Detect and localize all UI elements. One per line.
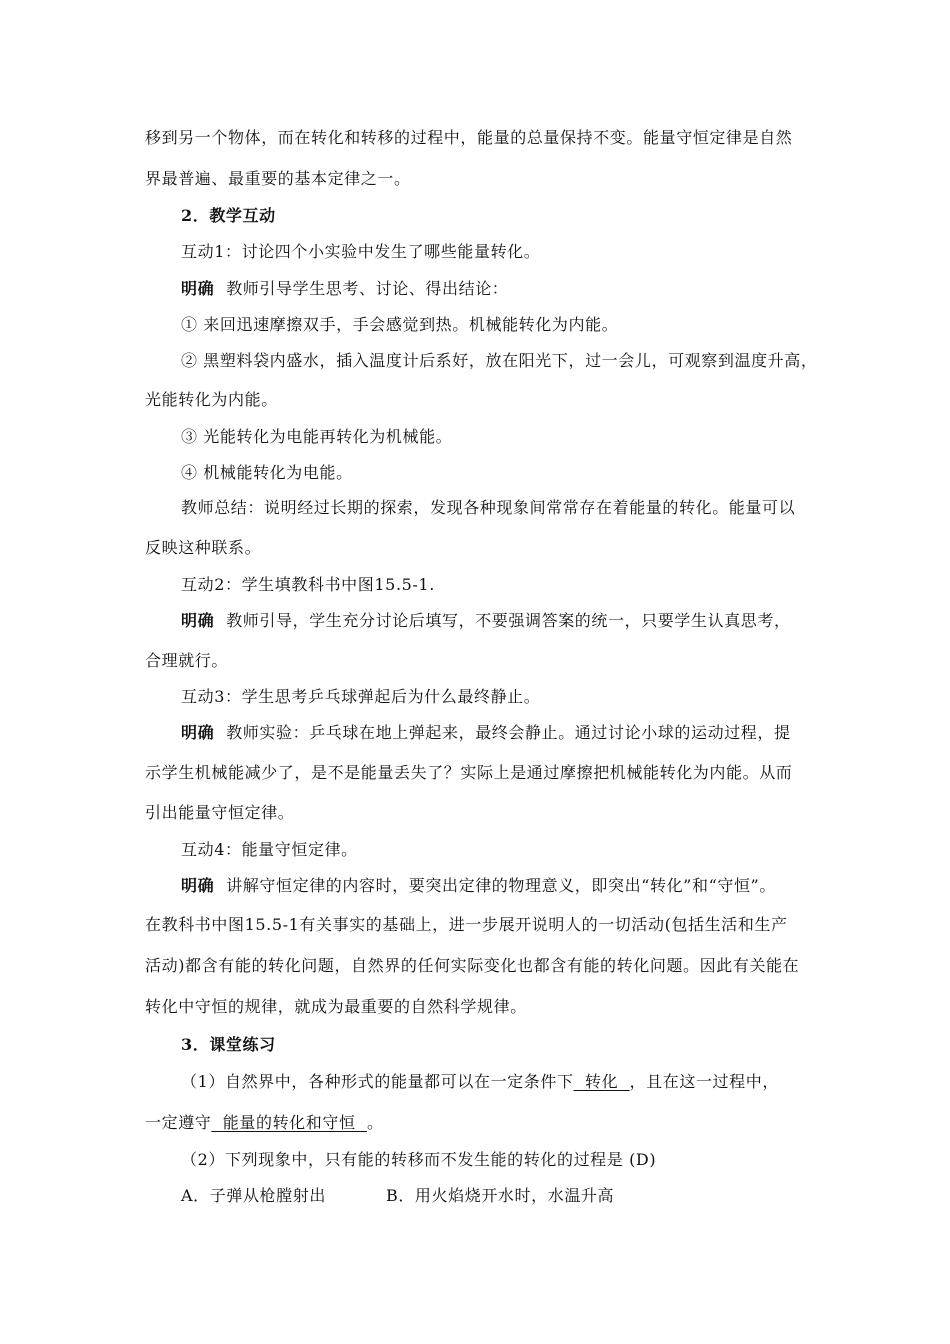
fill-blank-2: 能量的转化和守恒 bbox=[211, 1113, 367, 1132]
interaction-4-question: 互动4：能量守恒定律。 bbox=[181, 840, 358, 859]
answer-text: 讲解守恒定律的内容时，要突出定律的物理意义，即突出“转化”和“守恒”。 bbox=[226, 876, 776, 895]
interaction-3-answer-line-3: 引出能量守恒定律。 bbox=[145, 803, 295, 822]
experiment-item-3: ③ 光能转化为电能再转化为机械能。 bbox=[181, 427, 453, 446]
section-2-heading: 2．教学互动 bbox=[181, 206, 276, 225]
exercise-2-options bbox=[181, 1186, 614, 1206]
answer-text: 教师引导，学生充分讨论后填写，不要强调答案的统一，只要学生认真思考， bbox=[226, 611, 791, 630]
answer-text: 教师引导学生思考、讨论、得出结论： bbox=[226, 279, 509, 298]
experiment-item-4: ④ 机械能转化为电能。 bbox=[181, 463, 353, 482]
answer-label: 明确 bbox=[181, 876, 215, 895]
interaction-3-question: 互动3：学生思考乒乓球弹起后为什么最终静止。 bbox=[181, 687, 541, 706]
answer-text: 教师实验：乒乓球在地上弹起来，最终会静止。通过讨论小球的运动过程，提 bbox=[226, 723, 791, 742]
teacher-summary-line-2: 反映这种联系。 bbox=[145, 538, 262, 557]
experiment-item-1: ① 来回迅速摩擦双手，手会感觉到热。机械能转化为内能。 bbox=[181, 315, 619, 334]
interaction-4-answer-line-4: 转化中守恒的规律，就成为最重要的自然科学规律。 bbox=[145, 997, 527, 1016]
exercise-1-line-1 bbox=[181, 1072, 779, 1092]
exercise-2-stem: （2）下列现象中，只有能的转移而不发生能的转化的过程是 (D) bbox=[181, 1150, 657, 1169]
option-a: A．子弹从枪膛射出 bbox=[181, 1186, 326, 1205]
interaction-4-answer bbox=[181, 876, 776, 896]
interaction-4-answer-line-3: 活动)都含有能的转化问题，自然界的任何实际变化也都含有能的转化问题。因此有关能在 bbox=[145, 956, 800, 975]
answer-label: 明确 bbox=[181, 723, 215, 742]
experiment-item-2-cont: 光能转化为内能。 bbox=[145, 390, 278, 409]
interaction-2-answer-cont: 合理就行。 bbox=[145, 651, 229, 670]
exercise-1-pre: （1）自然界中，各种形式的能量都可以在一定条件下 bbox=[181, 1072, 574, 1091]
answer-label: 明确 bbox=[181, 611, 215, 630]
interaction-1-question: 互动1：讨论四个小实验中发生了哪些能量转化。 bbox=[181, 242, 541, 261]
option-b: B．用火焰烧开水时，水温升高 bbox=[385, 1186, 615, 1205]
interaction-4-answer-line-2: 在教科书中图15.5-1有关事实的基础上，进一步展开说明人的一切活动(包括生活和生产 bbox=[145, 915, 788, 934]
intro-line-2: 界最普遍、最重要的基本定律之一。 bbox=[145, 169, 411, 188]
experiment-item-2: ② 黑塑料袋内盛水，插入温度计后系好，放在阳光下，过一会儿，可观察到温度升高， bbox=[181, 351, 818, 370]
section-3-heading: 3．课堂练习 bbox=[181, 1035, 276, 1054]
fill-blank-1: 转化 bbox=[573, 1072, 630, 1091]
exercise-1-line-2-post: 。 bbox=[366, 1113, 384, 1132]
interaction-2-answer bbox=[181, 611, 791, 631]
exercise-1-mid: ，且在这一过程中， bbox=[629, 1072, 779, 1091]
interaction-1-answer bbox=[181, 279, 508, 299]
answer-label: 明确 bbox=[181, 279, 215, 298]
interaction-3-answer-line-2: 示学生机械能减少了，是不是能量丢失了？实际上是通过摩擦把机械能转化为内能。从而 bbox=[145, 763, 793, 782]
interaction-3-answer bbox=[181, 723, 791, 743]
intro-line-1: 移到另一个物体，而在转化和转移的过程中，能量的总量保持不变。能量守恒定律是自然 bbox=[145, 128, 793, 147]
interaction-2-question: 互动2：学生填教科书中图15.5-1. bbox=[181, 575, 435, 594]
teacher-summary-line-1: 教师总结：说明经过长期的探索，发现各种现象间常常存在着能量的转化。能量可以 bbox=[181, 498, 796, 517]
exercise-1-line-2 bbox=[145, 1113, 384, 1133]
exercise-1-line-2-pre: 一定遵守 bbox=[145, 1113, 212, 1132]
